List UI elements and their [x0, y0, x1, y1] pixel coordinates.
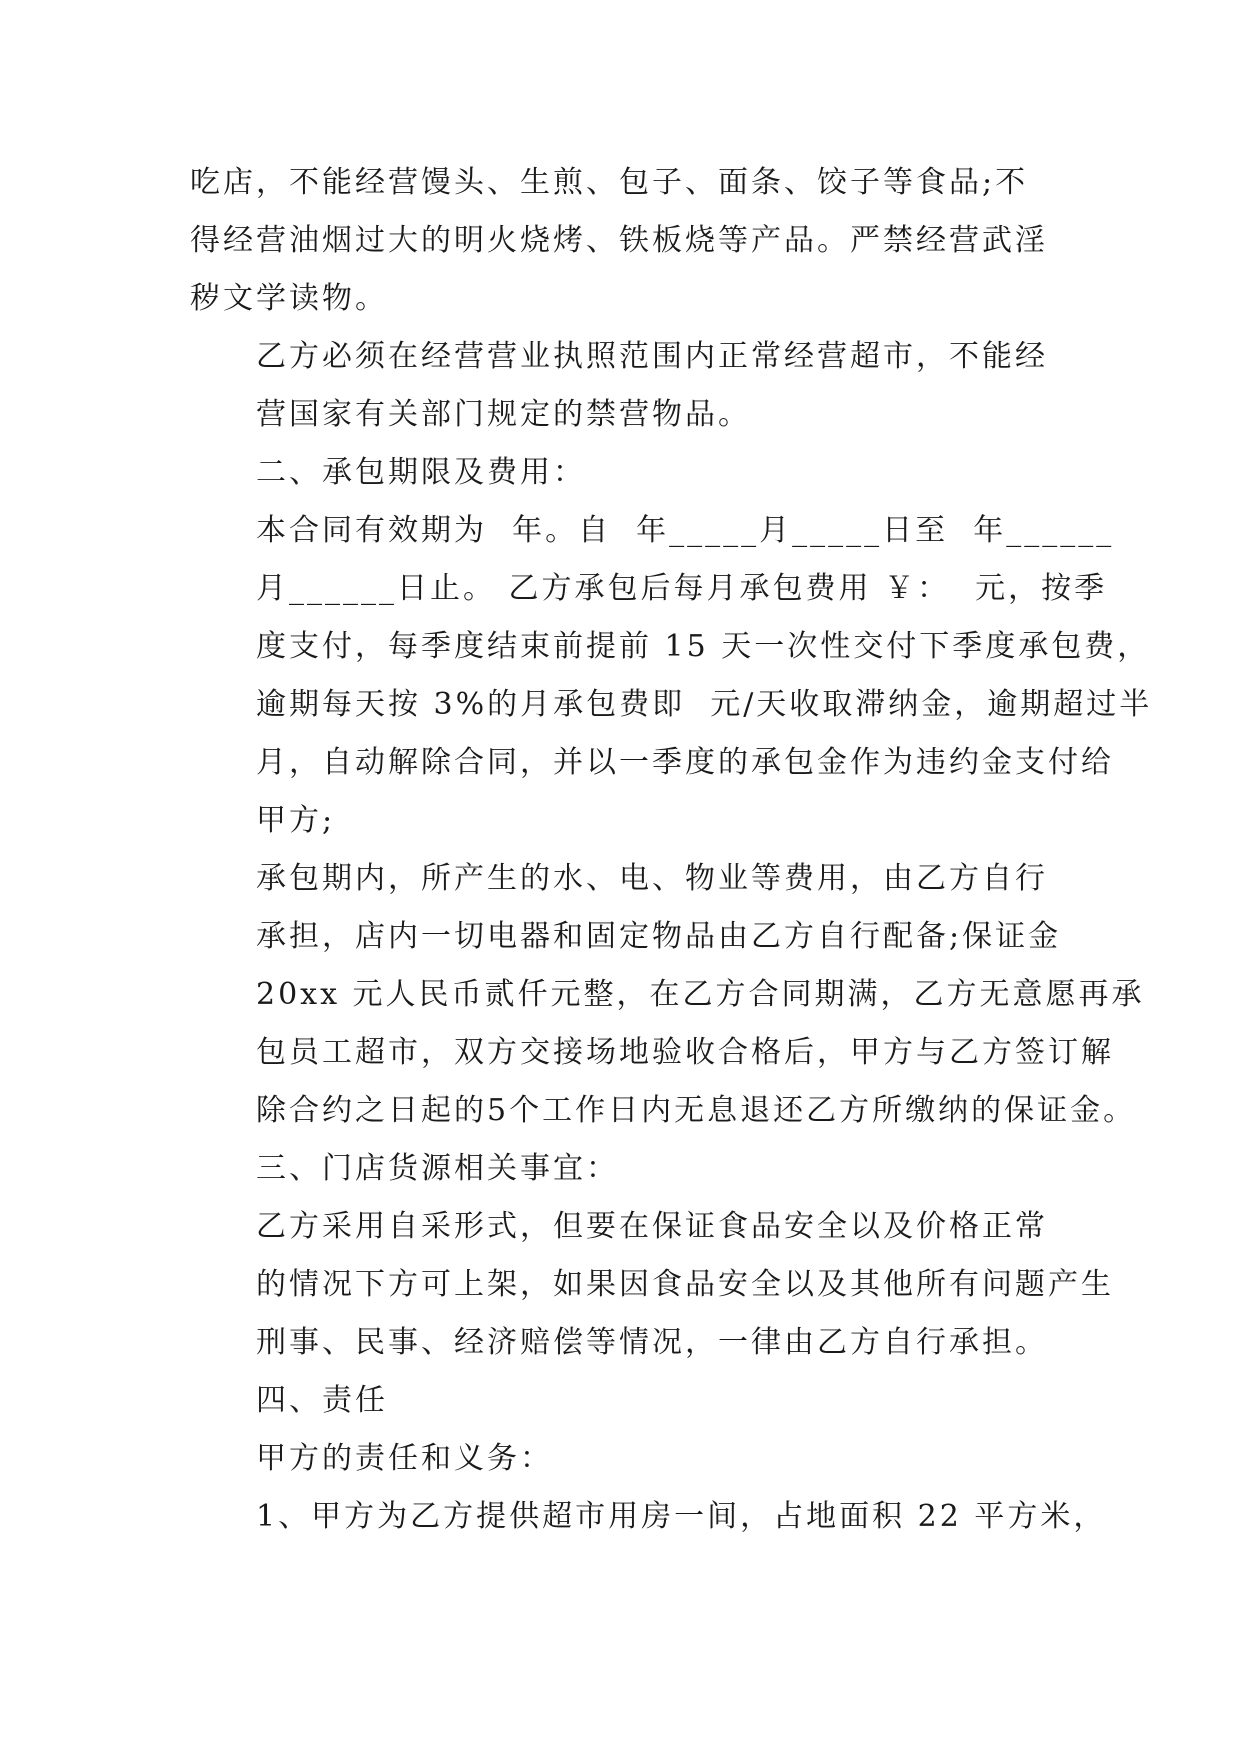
text-line: 刑事、民事、经济赔偿等情况，一律由乙方自行承担。: [256, 1325, 1048, 1360]
text-line: 的情况下方可上架，如果因食品安全以及其他所有问题产生: [256, 1267, 1114, 1302]
paragraph-business-scope: [190, 328, 1050, 444]
text-line: 甲方;: [256, 803, 336, 838]
section-heading-responsibility: [190, 1372, 1050, 1430]
heading-line: 二、承包期限及费用：: [256, 455, 586, 490]
text-line: 1、甲方为乙方提供超市用房一间，占地面积 22 平方米，: [256, 1499, 1107, 1534]
paragraph-contract-term: [190, 502, 1153, 850]
text-line: 承担，店内一切电器和固定物品由乙方自行配备;保证金: [256, 919, 1062, 954]
text-line: 营国家有关部门规定的禁营物品。: [256, 397, 751, 432]
text-line: 逾期每天按 3%的月承包费即 元/天收取滞纳金，逾期超过半: [256, 687, 1153, 722]
text-line: 承包期内，所产生的水、电、物业等费用，由乙方自行: [256, 861, 1048, 896]
paragraph-expenses-deposit: [190, 850, 1145, 1140]
heading-line: 三、门店货源相关事宜：: [256, 1151, 619, 1186]
paragraph-prohibited-goods: [190, 154, 1050, 328]
text-line: 乙方必须在经营营业执照范围内正常经营超市，不能经: [256, 339, 1048, 374]
text-line: 除合约之日起的5个工作日内无息退还乙方所缴纳的保证金。: [256, 1093, 1137, 1128]
text-line: 月，自动解除合同，并以一季度的承包金作为违约金支付给: [256, 745, 1114, 780]
text-line: 本合同有效期为 年。自 年_____月_____日至 年______: [256, 513, 1115, 548]
heading-line: 四、责任: [256, 1383, 388, 1418]
section-heading-term-and-fees: [190, 444, 1050, 502]
document-body: [190, 154, 1153, 1546]
section-heading-supply: [190, 1140, 1050, 1198]
text-line: 度支付，每季度结束前提前 15 天一次性交付下季度承包费，: [256, 629, 1151, 664]
paragraph-self-sourcing: [190, 1198, 1114, 1372]
text-line: 20xx 元人民币贰仟元整，在乙方合同期满，乙方无意愿再承: [256, 977, 1145, 1012]
text-line: 包员工超市，双方交接场地验收合格后，甲方与乙方签订解: [256, 1035, 1114, 1070]
text-line: 吃店，不能经营馒头、生煎、包子、面条、饺子等食品;不: [190, 165, 1029, 200]
text-line: 得经营油烟过大的明火烧烤、铁板烧等产品。严禁经营武淫: [190, 223, 1048, 258]
heading-line: 甲方的责任和义务：: [256, 1441, 553, 1476]
text-line: 月______日止。 乙方承包后每月承包费用 ￥： 元，按季: [256, 571, 1108, 606]
text-line: 乙方采用自采形式，但要在保证食品安全以及价格正常: [256, 1209, 1048, 1244]
text-line: 秽文学读物。: [190, 281, 388, 316]
subheading-party-a-duties: [190, 1430, 1050, 1488]
paragraph-clause-1: [190, 1488, 1107, 1546]
